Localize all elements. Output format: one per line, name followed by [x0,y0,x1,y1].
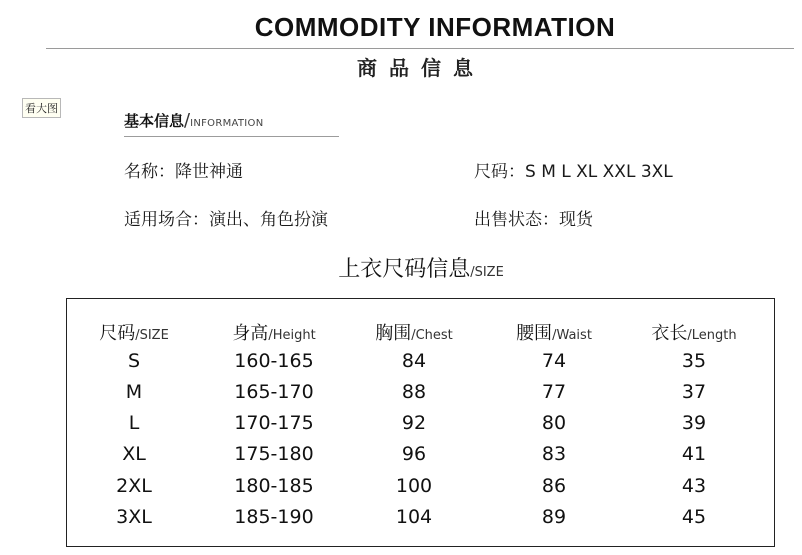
table-cell: 80 [541,412,567,434]
table-header-en: /Chest [411,328,453,343]
available-sizes: 尺码：S M L XL XXL 3XL [474,162,673,182]
table-cell: M [125,381,143,403]
table-cell: 100 [395,475,433,497]
header-divider [46,48,794,49]
table-header-en: /Height [268,328,316,343]
table-cell: 37 [681,381,707,403]
table-cell: 170-175 [234,412,314,434]
size-heading-en: /SIZE [470,265,504,280]
table-cell: 35 [681,350,707,372]
table-cell: 88 [401,381,427,403]
table-cell: L [128,412,140,434]
table-cell: 43 [681,475,707,497]
table-header-cn: 身高 [232,323,269,344]
table-cell: 41 [681,443,707,465]
table-cell: 175-180 [234,443,314,465]
table-cell: 77 [541,381,567,403]
sale-status: 出售状态：现货 [474,210,593,230]
table-header-cn: 尺码 [99,323,136,344]
table-header-en: /SIZE [135,328,169,343]
table-header-cn: 腰围 [516,323,553,344]
table-cell: 92 [401,412,427,434]
basic-info-divider [124,136,339,137]
table-header-cell [64,319,204,345]
table-header-cn: 胸围 [375,323,412,344]
table-cell: 89 [541,506,567,528]
table-cell: 45 [681,506,707,528]
table-cell: 86 [541,475,567,497]
table-cell: 2XL [116,475,152,497]
page-title-en: COMMODITY INFORMATION [254,12,616,42]
table-header-en: /Length [687,328,737,343]
table-header-cell [344,319,484,345]
size-heading-cn: 上衣尺码信息 [338,257,471,282]
table-cell: 165-170 [234,381,314,403]
table-cell: 96 [401,443,427,465]
table-header-cell [204,319,344,345]
product-name: 名称：降世神通 [124,162,243,182]
basic-info-heading-en: INFORMATION [190,118,264,129]
table-header-cell [484,319,624,345]
size-section-heading [0,252,802,283]
table-cell: 180-185 [234,475,314,497]
basic-info-heading-separator: / [184,110,191,131]
table-header-cn: 衣长 [651,323,688,344]
table-header-cell [624,319,764,345]
view-large-image-button[interactable]: 看大图 [22,98,61,118]
table-cell: 160-165 [234,350,314,372]
table-cell: S [127,350,141,372]
basic-info-heading-cn: 基本信息 [124,112,185,130]
usage-occasion: 适用场合：演出、角色扮演 [124,210,328,230]
table-cell: 84 [401,350,427,372]
table-cell: 39 [681,412,707,434]
table-cell: 3XL [116,506,152,528]
table-cell: 185-190 [234,506,314,528]
table-cell: 74 [541,350,567,372]
table-cell: 83 [541,443,567,465]
table-header-en: /Waist [552,328,592,343]
page-title-cn: 商品信息 [357,56,485,80]
table-cell: 104 [395,506,433,528]
table-cell: XL [122,443,146,465]
basic-info-heading [124,110,264,131]
